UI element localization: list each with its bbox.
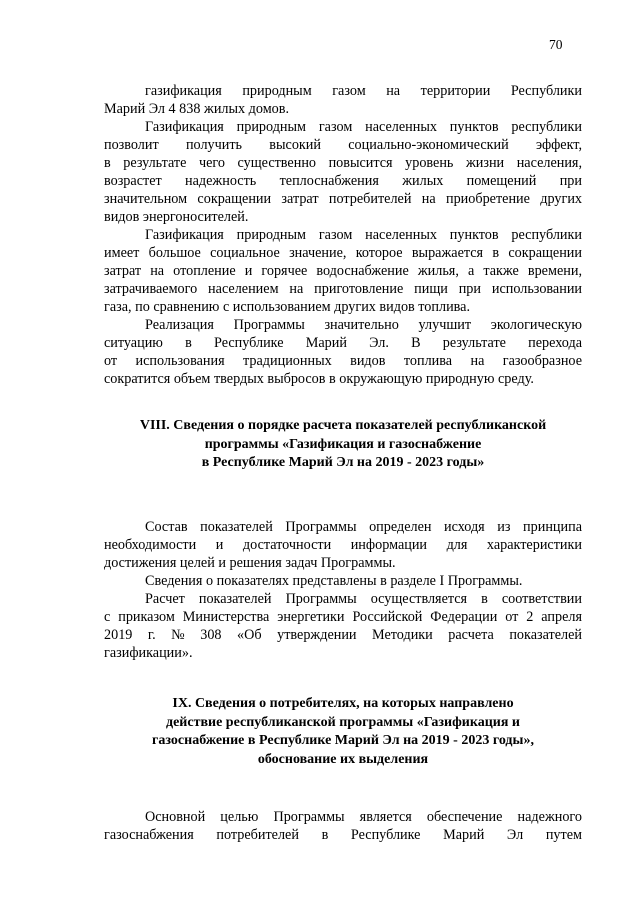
text-line: сократится объем твердых выбросов в окружающую природную среду. (104, 371, 534, 387)
text-line: достижения целей и решения задач Программы. (104, 555, 396, 571)
text-line: Основной целью Программы является обеспечение надежного (145, 809, 582, 825)
text-line: необходимости и достаточности информации для характеристики (104, 537, 582, 553)
text-line: Газификация природным газом населенных пунктов республики (145, 119, 582, 135)
text-line: Сведения о показателях представлены в разделе I Программы. (145, 573, 523, 589)
text-line: Состав показателей Программы определен исходя из принципа (145, 519, 582, 535)
section-heading-ix (104, 695, 582, 769)
text-line: от использования традиционных видов топлива на газообразное (104, 353, 582, 369)
heading-line: IX. Сведения о потребителях, на которых направлено (172, 696, 514, 711)
paragraph-main-goal (104, 808, 582, 844)
paragraph-social-significance (104, 226, 582, 316)
text-line: газоснабжения потребителей в Республике Марий Эл путем (104, 827, 582, 843)
text-line: Марий Эл 4 838 жилых домов. (104, 101, 290, 117)
paragraph-indicators-composition (104, 518, 582, 572)
text-line: газа, по сравнению с использованием других видов топлива. (104, 299, 471, 315)
text-line: с приказом Министерства энергетики Российской Федерации от 2 апреля (104, 609, 582, 625)
text-line: газификация природным газом на территории Республики (145, 83, 582, 99)
text-line: газификации». (104, 645, 193, 661)
section-heading-viii (104, 417, 582, 473)
page-number: 70 (549, 37, 563, 52)
text-line: возрастет надежность теплоснабжения жилых помещений при (104, 173, 582, 189)
text-line: затрат на отопление и горячее водоснабжение жилья, а также времени, (104, 263, 582, 279)
paragraph-indicators-section (104, 572, 582, 590)
text-line: ситуацию в Республике Марий Эл. В результате перехода (104, 335, 582, 351)
paragraph-ecology (104, 316, 582, 388)
text-line: Реализация Программы значительно улучшит экологическую (145, 317, 582, 333)
heading-line: обоснование их выделения (257, 751, 429, 767)
text-line: 2019 г. № 308 «Об утверждении Методики расчета показателей (104, 627, 582, 643)
heading-line: VIII. Сведения о порядке расчета показателей республиканской (139, 418, 547, 433)
text-line: в результате чего существенно повысится уровень жизни населения, (104, 155, 582, 171)
heading-line: в Республике Марий Эл на 2019 - 2023 годы» (201, 455, 485, 471)
paragraph-economic-effect (104, 118, 582, 226)
text-line: имеет большое социальное значение, которое выражается в сокращении (104, 245, 582, 261)
text-line: Газификация природным газом населенных пунктов республики (145, 227, 582, 243)
heading-line: программы «Газификация и газоснабжение (204, 436, 482, 452)
heading-line: действие республиканской программы «Газификация и (166, 714, 520, 730)
text-line: затрачиваемого населением на приготовление пищи при использовании (104, 281, 582, 297)
paragraph-calculation-order (104, 590, 582, 662)
heading-line: газоснабжение в Республике Марий Эл на 2019 - 2023 годы», (152, 733, 534, 749)
text-line: значительном сокращении затрат потребителей на приобретение других (104, 191, 582, 207)
text-line: Расчет показателей Программы осуществляется в соответствии (145, 591, 582, 607)
text-line: видов энергоносителей. (104, 209, 249, 225)
paragraph-housing-count (104, 82, 582, 118)
text-line: позволит получить высокий социально-экономический эффект, (104, 137, 582, 153)
